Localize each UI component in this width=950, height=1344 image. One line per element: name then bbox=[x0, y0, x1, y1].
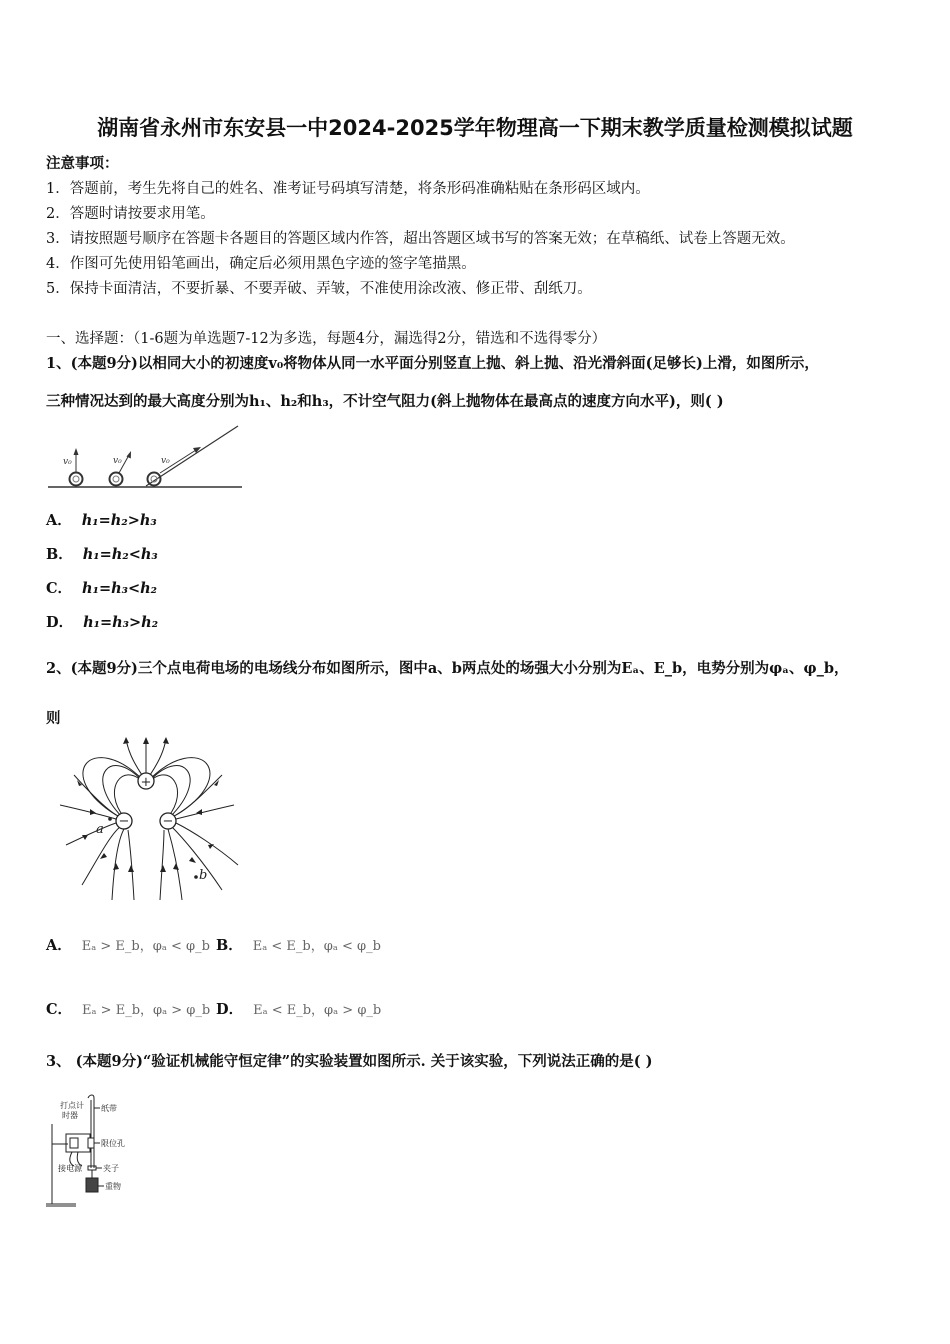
notice-item: 5．保持卡面清洁，不要折暴、不要弄破、弄皱，不准使用涂改液、修正带、刮纸刀。 bbox=[46, 281, 592, 297]
q2-option-c[interactable] bbox=[46, 998, 210, 1019]
timer-label: 打点计 bbox=[60, 1101, 84, 1110]
v0-label: v₀ bbox=[161, 456, 170, 466]
option-text: Eₐ > E_b，φₐ > φ_b bbox=[82, 1003, 211, 1018]
option-label: D． bbox=[216, 1001, 244, 1018]
timer-label: 时器 bbox=[62, 1111, 78, 1120]
option-label: A． bbox=[46, 512, 72, 529]
q1-stem-line1: 1、(本题9分)以相同大小的初速度v₀将物体从同一水平面分别竖直上抛、斜上抛、沿光滑斜面(足够长)上滑，如图所示， bbox=[46, 355, 819, 372]
q2-stem-line1: 2、(本题9分)三个点电荷电场的电场线分布如图所示，图中a、b两点处的场强大小分别为Eₐ、E_b，电势分别为φₐ、φ_b， bbox=[46, 660, 849, 677]
clip-label: 夹子 bbox=[103, 1164, 119, 1173]
option-text: Eₐ < E_b，φₐ < φ_b bbox=[252, 939, 381, 954]
section-heading: 一、选择题：（1-6题为单选题7-12为多选，每题4分，漏选得2分，错选和不选得零分） bbox=[46, 331, 607, 347]
q1-option-a[interactable] bbox=[46, 509, 157, 530]
option-text: h₁=h₃<h₂ bbox=[82, 580, 158, 597]
v0-label: v₀ bbox=[113, 456, 122, 466]
q1-option-d[interactable] bbox=[46, 611, 158, 632]
hole-label: 限位孔 bbox=[101, 1139, 125, 1148]
q2-option-a[interactable] bbox=[46, 934, 210, 955]
minus-sign: − bbox=[118, 814, 130, 829]
q2-field-figure bbox=[52, 735, 242, 903]
q1-figure bbox=[46, 420, 246, 492]
option-text: h₁=h₃>h₂ bbox=[83, 614, 159, 631]
option-text: Eₐ < E_b，φₐ > φ_b bbox=[253, 1003, 382, 1018]
option-label: C． bbox=[46, 1001, 73, 1018]
q2-stem-line2: 则 bbox=[46, 710, 61, 727]
q1-stem-line2: 三种情况达到的最大高度分别为h₁、h₂和h₃，不计空气阻力(斜上抛物体在最高点的速度方向水平)，则( ) bbox=[46, 393, 724, 410]
v0-label: v₀ bbox=[63, 457, 72, 467]
option-label: C． bbox=[46, 580, 73, 597]
notice-item: 4．作图可先使用铅笔画出，确定后必须用黑色字迹的签字笔描黑。 bbox=[46, 256, 476, 272]
option-text: Eₐ > E_b，φₐ < φ_b bbox=[81, 939, 210, 954]
point-b-label: b bbox=[199, 868, 208, 883]
page-title: 湖南省永州市东安县一中2024-2025学年物理高一下期末教学质量检测模拟试题 bbox=[97, 116, 853, 140]
q2-option-d[interactable] bbox=[216, 998, 381, 1019]
weight-label: 重物 bbox=[105, 1182, 121, 1191]
tape-label: 纸带 bbox=[101, 1104, 117, 1113]
plus-sign: + bbox=[140, 775, 152, 790]
option-label: A． bbox=[46, 937, 72, 954]
minus-sign: − bbox=[162, 814, 174, 829]
notice-item: 1．答题前，考生先将自己的姓名、准考证号码填写清楚，将条形码准确粘贴在条形码区域内。 bbox=[46, 181, 650, 197]
option-text: h₁=h₂<h₃ bbox=[82, 546, 158, 563]
notice-heading: 注意事项： bbox=[46, 155, 119, 172]
option-label: B． bbox=[216, 937, 243, 954]
q2-option-b[interactable] bbox=[216, 934, 381, 955]
notice-item: 2．答题时请按要求用笔。 bbox=[46, 206, 215, 222]
power-label: 接电源 bbox=[58, 1164, 82, 1173]
q1-option-b[interactable] bbox=[46, 543, 158, 564]
q3-apparatus-figure bbox=[44, 1088, 144, 1212]
q1-option-c[interactable] bbox=[46, 577, 157, 598]
option-text: h₁=h₂>h₃ bbox=[81, 512, 157, 529]
option-label: D． bbox=[46, 614, 74, 631]
notice-item: 3．请按照题号顺序在答题卡各题目的答题区域内作答，超出答题区域书写的答案无效；在草稿纸、试卷上答题无效。 bbox=[46, 231, 795, 247]
q3-stem-line1: 3、 (本题9分)“验证机械能守恒定律”的实验装置如图所示. 关于该实验，下列说法正确的是( ) bbox=[46, 1053, 653, 1070]
option-label: B． bbox=[46, 546, 73, 563]
point-a-label: a bbox=[96, 822, 104, 837]
